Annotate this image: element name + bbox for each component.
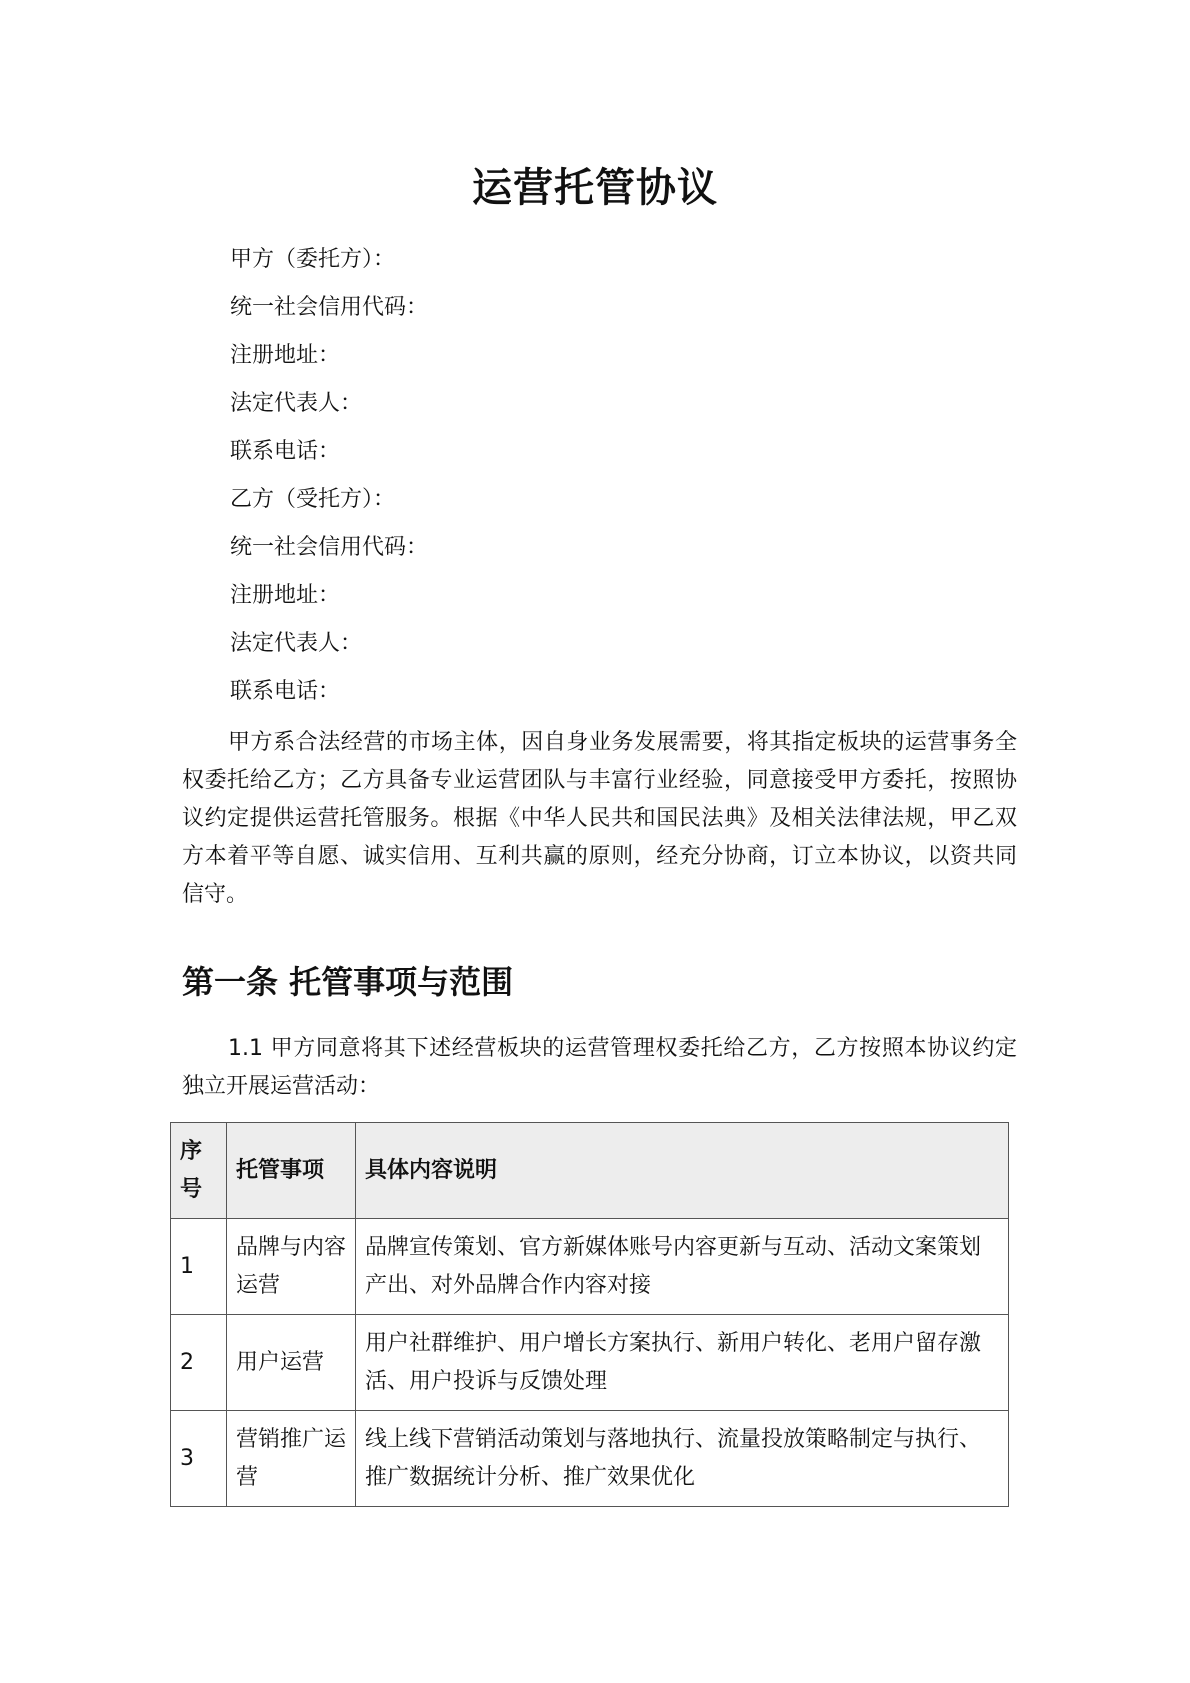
row-description: 品牌宣传策划、官方新媒体账号内容更新与互动、活动文案策划产出、对外品牌合作内容对接 — [356, 1219, 1009, 1315]
header-item: 托管事项 — [227, 1123, 356, 1219]
row-index: 2 — [171, 1315, 227, 1411]
document-title: 运营托管协议 — [472, 165, 718, 211]
party-b-credit-code-line: 统一社会信用代码： — [230, 535, 429, 560]
row-index: 3 — [171, 1411, 227, 1507]
party-a-phone-line: 联系电话： — [230, 439, 341, 464]
row-index: 1 — [171, 1219, 227, 1315]
row-description: 用户社群维护、用户增长方案执行、新用户转化、老用户留存激活、用户投诉与反馈处理 — [356, 1315, 1009, 1411]
table-row — [171, 1315, 1009, 1411]
party-b-name-line: 乙方（受托方）： — [230, 487, 396, 512]
header-index: 序号 — [171, 1123, 227, 1219]
party-b-address-line: 注册地址： — [230, 583, 341, 608]
party-info-list — [230, 236, 1030, 716]
party-a-legal-rep-line: 法定代表人： — [230, 391, 363, 416]
clause-1-1: 1.1 甲方同意将其下述经营板块的运营管理权委托给乙方，乙方按照本协议约定独立开展运营活动： — [182, 1036, 1017, 1099]
table-row — [171, 1219, 1009, 1315]
table-row — [171, 1411, 1009, 1507]
table-header-row — [171, 1123, 1009, 1219]
row-item: 用户运营 — [227, 1315, 356, 1411]
row-item: 营销推广运营 — [227, 1411, 356, 1507]
scope-table-wrapper — [170, 1122, 1008, 1507]
party-b-phone-line: 联系电话： — [230, 679, 341, 704]
party-a-name-line: 甲方（委托方）： — [230, 247, 396, 272]
row-item: 品牌与内容运营 — [227, 1219, 356, 1315]
row-description: 线上线下营销活动策划与落地执行、流量投放策略制定与执行、推广数据统计分析、推广效果优化 — [356, 1411, 1009, 1507]
scope-table — [170, 1122, 1009, 1507]
party-a-address-line: 注册地址： — [230, 343, 341, 368]
party-b-legal-rep-line: 法定代表人： — [230, 631, 363, 656]
header-description: 具体内容说明 — [356, 1123, 1009, 1219]
intro-paragraph: 甲方系合法经营的市场主体，因自身业务发展需要，将其指定板块的运营事务全权委托给乙方；乙方具备专业运营团队与丰富行业经验，同意接受甲方委托，按照协议约定提供运营托管服务。根据《中华人民共和国民法典》及相关法律法规，甲乙双方本着平等自愿、诚实信用、互利共赢的原则，经充分协商，订立本协议，以资共同信守。 — [182, 730, 1017, 907]
section-1-heading: 第一条 托管事项与范围 — [182, 963, 514, 1001]
party-a-credit-code-line: 统一社会信用代码： — [230, 295, 429, 320]
